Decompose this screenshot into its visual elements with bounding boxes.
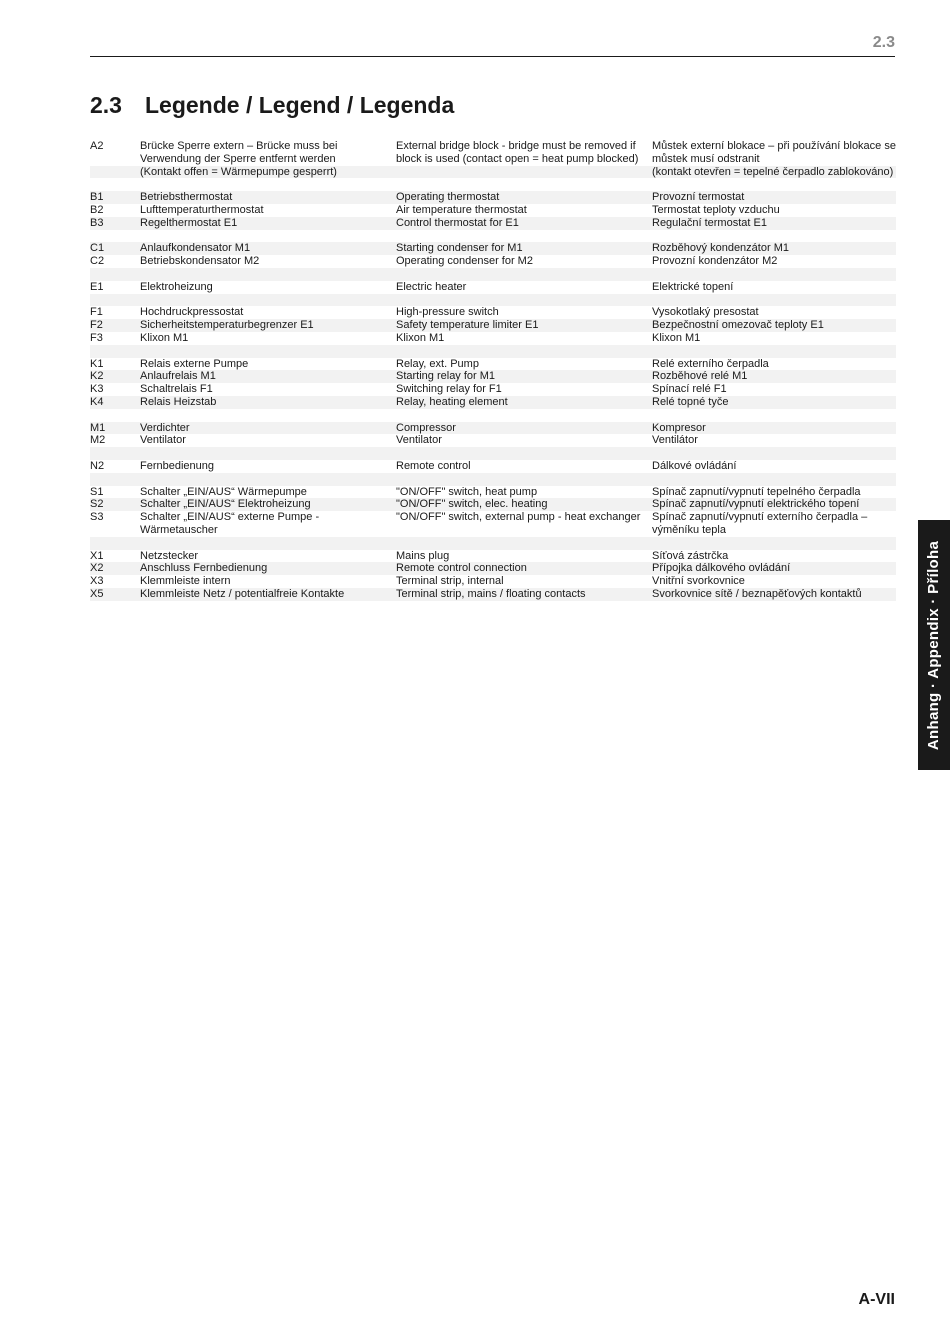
legend-english: Starting condenser for M1 <box>396 242 523 255</box>
legend-german: Anlaufrelais M1 <box>140 370 216 383</box>
legend-german: Ventilator <box>140 434 186 447</box>
legend-code: B1 <box>90 191 104 204</box>
legend-czech: Klixon M1 <box>652 331 701 344</box>
legend-spacer <box>90 409 896 422</box>
legend-czech: Provozní termostat <box>652 191 745 204</box>
legend-english: Switching relay for F1 <box>396 383 502 396</box>
legend-row <box>90 511 896 537</box>
legend-english: External bridge block - bridge must be removed if block is used (contact open = heat pump blocked) <box>396 140 639 165</box>
legend-english: Starting relay for M1 <box>396 370 496 383</box>
legend-english: Safety temperature limiter E1 <box>396 319 539 332</box>
legend-german: Relais externe Pumpe <box>140 357 249 370</box>
legend-code: F1 <box>90 306 103 319</box>
legend-spacer <box>90 178 896 191</box>
legend-row <box>90 486 896 499</box>
legend-english: Operating thermostat <box>396 191 500 204</box>
legend-english: Remote control <box>396 459 471 472</box>
legend-row <box>90 281 896 294</box>
legend-english: Electric heater <box>396 280 467 293</box>
legend-row <box>90 550 896 563</box>
legend-code: F3 <box>90 331 103 344</box>
legend-german: Klemmleiste intern <box>140 575 231 588</box>
legend-english: Mains plug <box>396 549 450 562</box>
page-number: A-VII <box>858 1291 895 1308</box>
legend-german: Anschluss Fernbedienung <box>140 562 268 575</box>
legend-spacer <box>90 345 896 358</box>
legend-german: Lufttemperaturthermostat <box>140 203 264 216</box>
legend-english: Klixon M1 <box>396 331 445 344</box>
legend-row <box>90 204 896 217</box>
legend-row <box>90 332 896 345</box>
legend-row <box>90 140 896 166</box>
legend-czech: Provozní kondenzátor M2 <box>652 255 778 268</box>
legend-english: "ON/OFF" switch, external pump - heat exchanger <box>396 511 641 524</box>
legend-code: X5 <box>90 587 104 600</box>
legend-row <box>90 166 896 179</box>
legend-czech: Vysokotlaký presostat <box>652 306 759 319</box>
legend-czech: (kontakt otevřen = tepelné čerpadlo zablokováno) <box>652 165 894 178</box>
legend-czech: Svorkovnice sítě / beznapěťových kontaktů <box>652 587 862 600</box>
legend-code: S1 <box>90 485 104 498</box>
legend-czech: Ventilátor <box>652 434 698 447</box>
legend-czech: Spínač zapnutí/vypnutí tepelného čerpadla <box>652 485 861 498</box>
page-title <box>90 92 454 119</box>
legend-code: K3 <box>90 383 104 396</box>
legend-english: Air temperature thermostat <box>396 203 527 216</box>
legend-german: Elektroheizung <box>140 280 213 293</box>
legend-row <box>90 217 896 230</box>
legend-row <box>90 358 896 371</box>
legend-row <box>90 191 896 204</box>
legend-german: Schalter „EIN/AUS“ Elektroheizung <box>140 498 311 511</box>
legend-code: B2 <box>90 203 104 216</box>
legend-czech: Můstek externí blokace – při používání blokace se můstek musí odstranit <box>652 140 896 165</box>
legend-czech: Dálkové ovládání <box>652 459 737 472</box>
legend-czech: Síťová zástrčka <box>652 549 729 562</box>
legend-german: Fernbedienung <box>140 459 215 472</box>
legend-code: K1 <box>90 357 104 370</box>
legend-czech: Rozběhové relé M1 <box>652 370 748 383</box>
legend-english: High-pressure switch <box>396 306 499 319</box>
legend-german: Anlaufkondensator M1 <box>140 242 251 255</box>
legend-row <box>90 498 896 511</box>
legend-english: Relay, heating element <box>396 395 508 408</box>
legend-german: Schalter „EIN/AUS“ externe Pumpe - Wärmetauscher <box>140 511 320 536</box>
legend-german: Schaltrelais F1 <box>140 383 213 396</box>
legend-english: Remote control connection <box>396 562 527 575</box>
legend-row <box>90 383 896 396</box>
legend-german: Klemmleiste Netz / potentialfreie Kontakte <box>140 587 345 600</box>
legend-row <box>90 562 896 575</box>
legend-german: (Kontakt offen = Wärmepumpe gesperrt) <box>140 165 337 178</box>
legend-row <box>90 460 896 473</box>
legend-german: Klixon M1 <box>140 331 189 344</box>
legend-german: Betriebskondensator M2 <box>140 255 260 268</box>
section-number: 2.3 <box>872 34 895 51</box>
legend-spacer <box>90 230 896 243</box>
legend-english: Compressor <box>396 421 456 434</box>
legend-row <box>90 370 896 383</box>
legend-english: Terminal strip, mains / floating contacts <box>396 587 586 600</box>
legend-german: Verdichter <box>140 421 190 434</box>
legend-czech: Přípojka dálkového ovládání <box>652 562 791 575</box>
legend-code: X2 <box>90 562 104 575</box>
legend-code: E1 <box>90 280 104 293</box>
legend-code: C2 <box>90 255 105 268</box>
legend-czech: Termostat teploty vzduchu <box>652 203 780 216</box>
legend-english: "ON/OFF" switch, elec. heating <box>396 498 548 511</box>
legend-spacer <box>90 473 896 486</box>
legend-english: Terminal strip, internal <box>396 575 504 588</box>
legend-german: Betriebsthermostat <box>140 191 233 204</box>
legend-code: K2 <box>90 370 104 383</box>
legend-czech: Bezpečnostní omezovač teploty E1 <box>652 319 824 332</box>
legend-row <box>90 434 896 447</box>
legend-german: Schalter „EIN/AUS“ Wärmepumpe <box>140 485 307 498</box>
legend-code: F2 <box>90 319 103 332</box>
legend-code: K4 <box>90 395 104 408</box>
title-text: Legende / Legend / Legenda <box>145 92 455 118</box>
legend-german: Sicherheitstemperaturbegrenzer E1 <box>140 319 314 332</box>
legend-row <box>90 319 896 332</box>
legend-row <box>90 242 896 255</box>
legend-german: Brücke Sperre extern – Brücke muss bei Verwendung der Sperre entfernt werden <box>140 140 338 165</box>
legend-czech: Rozběhový kondenzátor M1 <box>652 242 789 255</box>
legend-code: X1 <box>90 549 104 562</box>
legend-code: X3 <box>90 575 104 588</box>
legend-german: Hochdruckpressostat <box>140 306 244 319</box>
legend-code: S3 <box>90 511 104 524</box>
legend-row <box>90 396 896 409</box>
legend-english <box>396 166 652 179</box>
legend-spacer <box>90 537 896 550</box>
appendix-side-tab <box>918 520 950 770</box>
legend-czech: Relé topné tyče <box>652 395 729 408</box>
legend-english: Control thermostat for E1 <box>396 216 519 229</box>
legend-spacer <box>90 294 896 307</box>
legend-code: M1 <box>90 421 106 434</box>
legend-czech: Vnitřní svorkovnice <box>652 575 745 588</box>
legend-row <box>90 422 896 435</box>
legend-table <box>90 140 896 601</box>
legend-code: C1 <box>90 242 105 255</box>
legend-row <box>90 255 896 268</box>
legend-german: Netzstecker <box>140 549 199 562</box>
legend-code: N2 <box>90 459 105 472</box>
legend-german: Regelthermostat E1 <box>140 216 238 229</box>
legend-row <box>90 588 896 601</box>
legend-english: Operating condenser for M2 <box>396 255 533 268</box>
legend-czech: Kompresor <box>652 421 706 434</box>
legend-czech: Spínač zapnutí/vypnutí elektrického topení <box>652 498 860 511</box>
legend-german: Relais Heizstab <box>140 395 217 408</box>
legend-code: M2 <box>90 434 106 447</box>
legend-code <box>90 166 140 179</box>
legend-czech: Elektrické topení <box>652 280 734 293</box>
legend-czech: Relé externího čerpadla <box>652 357 769 370</box>
legend-english: Relay, ext. Pump <box>396 357 479 370</box>
legend-english: "ON/OFF" switch, heat pump <box>396 485 538 498</box>
legend-czech: Spínací relé F1 <box>652 383 727 396</box>
title-number: 2.3 <box>90 92 122 118</box>
legend-spacer <box>90 447 896 460</box>
legend-row <box>90 306 896 319</box>
side-tab-label: Anhang · Appendix · Příloha <box>925 540 943 750</box>
legend-english: Ventilator <box>396 434 442 447</box>
header-rule <box>90 56 895 57</box>
legend-code: B3 <box>90 216 104 229</box>
legend-czech: Regulační termostat E1 <box>652 216 767 229</box>
legend-spacer <box>90 268 896 281</box>
legend-czech: Spínač zapnutí/vypnutí externího čerpadla – výměníku tepla <box>652 511 868 536</box>
legend-row <box>90 575 896 588</box>
legend-code: A2 <box>90 140 104 152</box>
legend-code: S2 <box>90 498 104 511</box>
